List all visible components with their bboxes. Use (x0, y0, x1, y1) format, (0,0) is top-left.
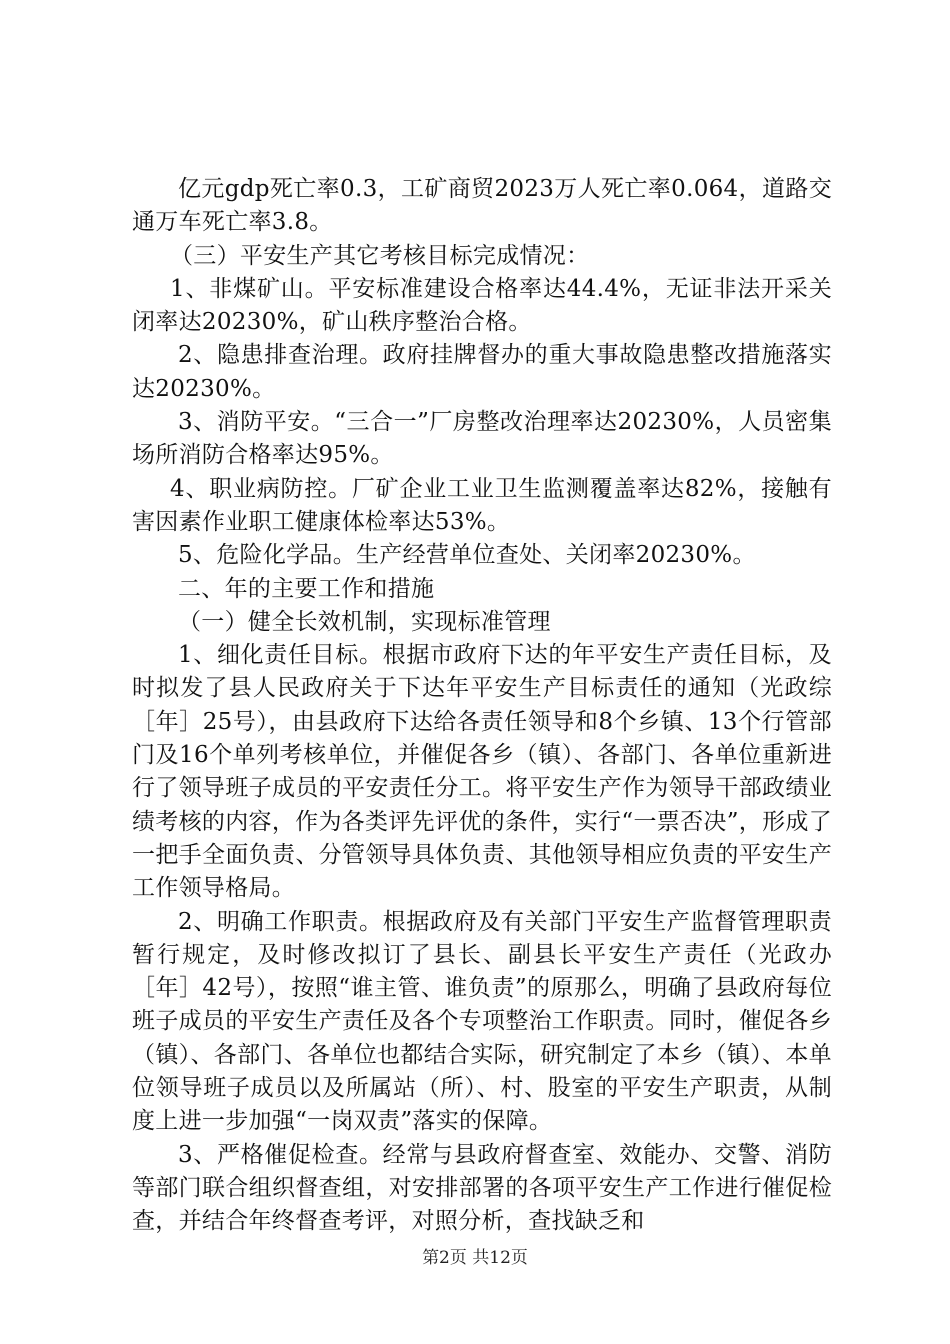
document-body (132, 173, 832, 1239)
page-footer: 第2页 共12页 (422, 1248, 528, 1268)
paragraph-non-coal-mines: 1、非煤矿山。平安标准建设合格率达44.4%，无证非法开采关闭率达20230%，矿山秩序整治合格。 (132, 275, 832, 336)
paragraph-hazardous-chemicals: 5、危险化学品。生产经营单位查处、关闭率20230%。 (178, 542, 756, 569)
paragraph-fire-safety: 3、消防平安。“三合一”厂房整改治理率达20230%，人员密集场所消防合格率达95%。 (132, 409, 832, 469)
paragraph-occupational-disease: 4、职业病防控。厂矿企业工业卫生监测覆盖率达82%，接触有害因素作业职工健康体检率达53%。 (132, 475, 832, 535)
paragraph-work-duties: 2、明确工作职责。根据政府及有关部门平安生产监督管理职责暂行规定，及时修改拟订了县长、副县长平安生产责任（光政办［年］42号），按照“谁主管、谁负责”的原那么，明确了县政府每位班子成员的平安生产责任及各个专项整治工作职责。同时，催促各乡（镇）、各部门、各单位也都结合实际，研究制定了本乡（镇）、本单位领导班子成员以及所属站（所）、村、股室的平安生产职责，从制度上进一步加强“一岗双责”落实的保障。 (132, 908, 832, 1135)
paragraph-heading-main-work: 二、年的主要工作和措施 (178, 575, 435, 602)
paragraph-death-rates: 亿元gdp死亡率0.3，工矿商贸2023万人死亡率0.064，道路交通万车死亡率3.8。 (132, 176, 832, 236)
paragraph-hazard-inspection: 2、隐患排查治理。政府挂牌督办的重大事故隐患整改措施落实达20230%。 (132, 342, 832, 402)
paragraph-responsibility-targets: 1、细化责任目标。根据市政府下达的年平安生产责任目标，及时拟发了县人民政府关于下达年平安生产目标责任的通知（光政综［年］25号），由县政府下达给各责任领导和8个乡镇、13个行管部门及16个单列考核单位，并催促各乡（镇）、各部门、各单位重新进行了领导班子成员的平安责任分工。将平安生产作为领导干部政绩业绩考核的内容，作为各类评先评优的条件，实行“一票否决”，形成了一把手全面负责、分管领导具体负责、其他领导相应负责的平安生产工作领导格局。 (132, 642, 832, 902)
paragraph-heading-other-targets: （三）平安生产其它考核目标完成情况： (170, 242, 590, 269)
paragraph-supervision: 3、严格催促检查。经常与县政府督查室、效能办、交警、消防等部门联合组织督查组，对安排部署的各项平安生产工作进行催促检查，并结合年终督查考评，对照分析，查找缺乏和 (132, 1141, 832, 1235)
paragraph-heading-long-term-mechanism: （一）健全长效机制，实现标准管理 (178, 608, 551, 635)
